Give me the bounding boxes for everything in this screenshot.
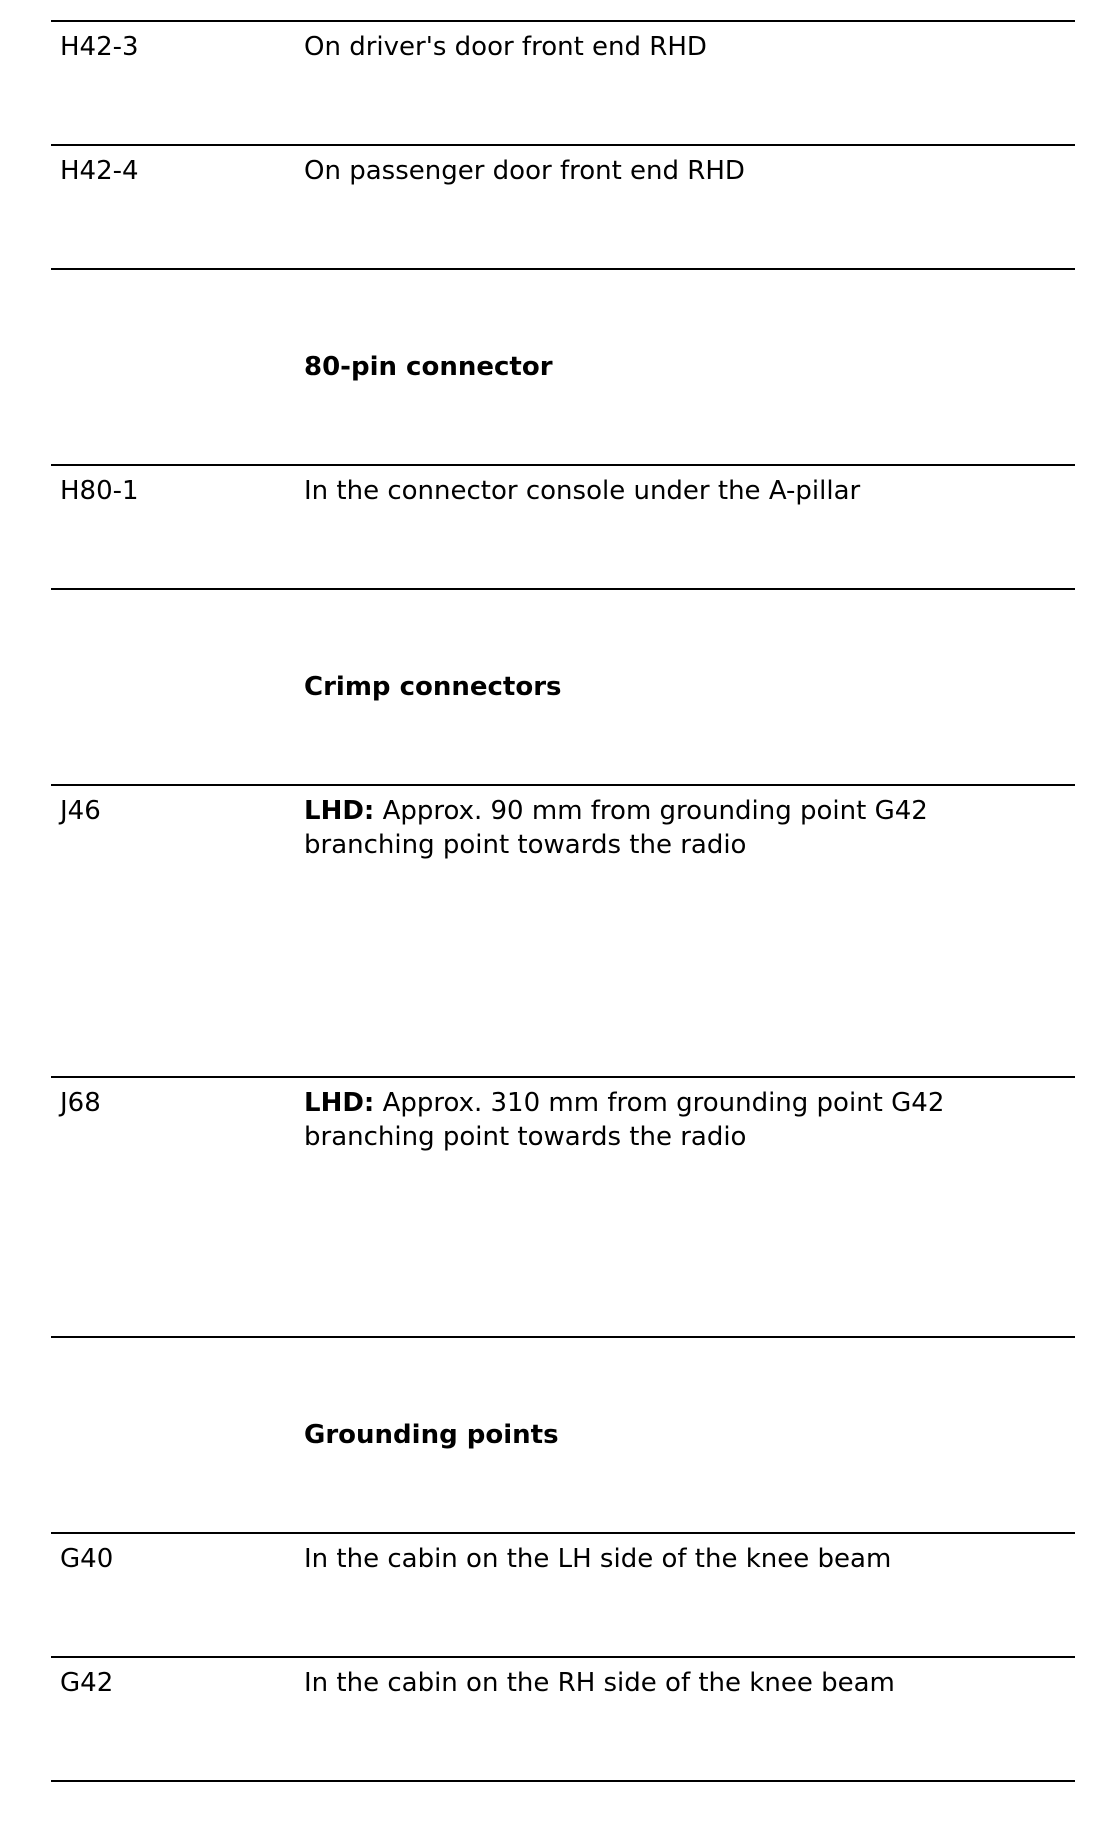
row-divider	[51, 464, 1075, 466]
row-code-g42: G42	[60, 1668, 114, 1698]
description-text: Approx. 310 mm from grounding point G42 branching point towards the radio	[304, 1088, 945, 1152]
section-divider	[51, 268, 1075, 270]
row-divider	[51, 1532, 1075, 1534]
row-code-h42-4: H42-4	[60, 156, 139, 186]
row-code-j68: J68	[60, 1088, 101, 1118]
row-description-j46	[304, 794, 1064, 862]
row-divider	[51, 144, 1075, 146]
row-description-j68	[304, 1086, 1064, 1154]
description-text: Approx. 90 mm from grounding point G42 branching point towards the radio	[304, 796, 928, 860]
row-description-h42-4: On passenger door front end RHD	[304, 156, 745, 186]
section-heading-grounding-points: Grounding points	[304, 1420, 559, 1450]
row-code-h80-1: H80-1	[60, 476, 139, 506]
row-description-g42: In the cabin on the RH side of the knee beam	[304, 1668, 895, 1698]
row-description-h42-3: On driver's door front end RHD	[304, 32, 707, 62]
row-code-g40: G40	[60, 1544, 114, 1574]
section-heading-crimp-connectors: Crimp connectors	[304, 672, 562, 702]
row-divider	[51, 784, 1075, 786]
section-divider	[51, 588, 1075, 590]
table-bottom-divider	[51, 1780, 1075, 1782]
row-code-j46: J46	[60, 796, 101, 826]
lhd-prefix: LHD:	[304, 1088, 375, 1118]
section-divider	[51, 1336, 1075, 1338]
row-divider	[51, 20, 1075, 22]
section-heading-80-pin-connector: 80-pin connector	[304, 352, 553, 382]
row-code-h42-3: H42-3	[60, 32, 139, 62]
lhd-prefix: LHD:	[304, 796, 375, 826]
row-divider	[51, 1656, 1075, 1658]
row-description-h80-1: In the connector console under the A-pillar	[304, 476, 861, 506]
row-description-g40: In the cabin on the LH side of the knee beam	[304, 1544, 892, 1574]
row-divider	[51, 1076, 1075, 1078]
